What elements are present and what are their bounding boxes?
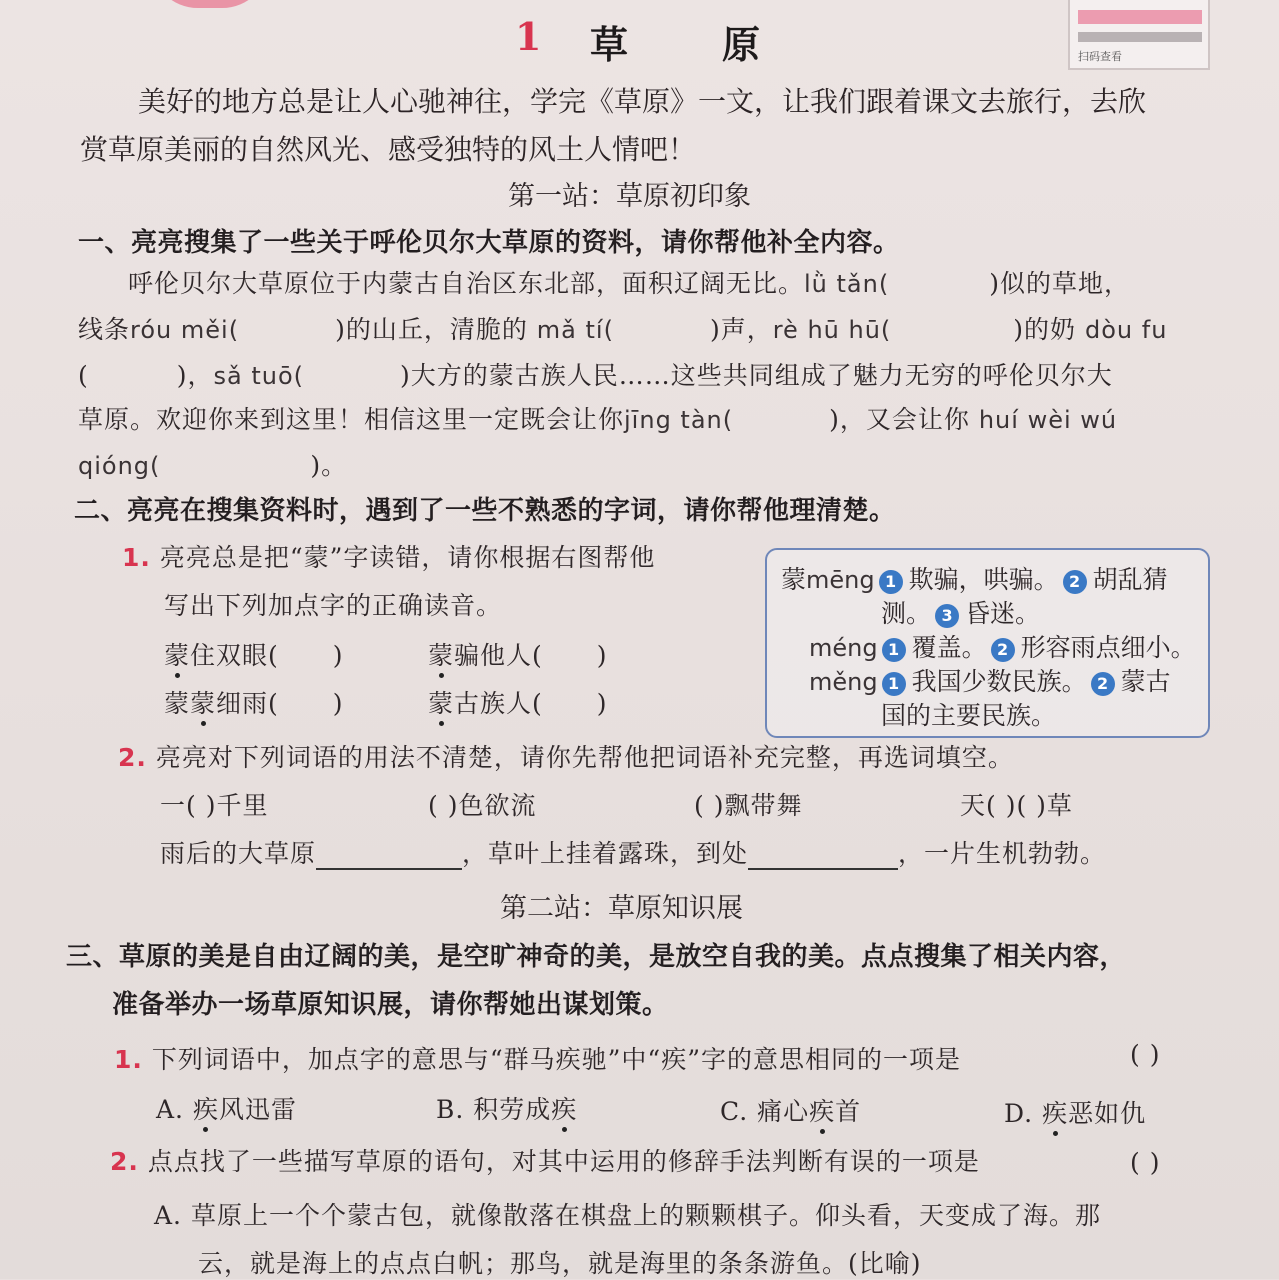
dict-entry-meng3-cont: 国的主要民族。 [881, 701, 1057, 730]
dict-entry-meng3: měng 1 我国少数民族。 2 蒙古 [809, 667, 1171, 696]
station-2-heading: 第二站：草原知识展 [500, 893, 743, 924]
question-1-heading: 一、亮亮搜集了一些关于呼伦贝尔大草原的资料，请你帮他补全内容。 [78, 228, 900, 258]
q1-line-4: 草原。欢迎你来到这里！相信这里一定既会让你jīng tàn( )，又会让你 huí wèi wú [78, 405, 1118, 434]
idiom-1: 一( )千里 [160, 791, 269, 820]
q2-sub1-line-1: 1. 亮亮总是把“蒙”字读错，请你根据右图帮他 [122, 543, 656, 572]
question-2-heading: 二、亮亮在搜集资料时，遇到了一些不熟悉的字词，请你帮他理清楚。 [74, 496, 896, 526]
dict-entry-meng2: méng 1 覆盖。 2 形容雨点细小。 [809, 633, 1196, 662]
station-1-heading: 第一站：草原初印象 [508, 181, 751, 212]
option-1c[interactable]: C. 痛心疾首 [720, 1097, 862, 1126]
dict-entry-meng1: 蒙mēng 1 欺骗，哄骗。 2 胡乱猜 [781, 565, 1168, 594]
q3-sub2-answer[interactable]: ( ) [1130, 1148, 1161, 1177]
qr-label: 扫码查看 [1078, 50, 1122, 63]
reading-item-4: 蒙古族人( ) [428, 689, 608, 718]
option-2a-line-1[interactable]: A. 草原上一个个蒙古包，就像散落在棋盘上的颗颗棋子。仰头看，天变成了海。那 [154, 1201, 1101, 1230]
question-3-heading-1: 三、草原的美是自由辽阔的美，是空旷神奇的美，是放空自我的美。点点搜集了相关内容， [66, 942, 1127, 972]
decorative-pink-tab [150, 0, 270, 8]
q2-sub1-line-2: 写出下列加点字的正确读音。 [164, 591, 503, 620]
blank-1[interactable] [316, 838, 462, 870]
intro-line-1: 美好的地方总是让人心驰神往，学完《草原》一文，让我们跟着课文去旅行，去欣 [138, 85, 1147, 118]
reading-item-1: 蒙住双眼( ) [164, 641, 344, 670]
q2-sub2-line: 2. 亮亮对下列词语的用法不清楚，请你先帮他把词语补充完整，再选词填空。 [118, 743, 1014, 772]
reading-item-3: 蒙蒙细雨( ) [164, 689, 344, 718]
q3-sub1-answer[interactable]: ( ) [1130, 1040, 1161, 1069]
idiom-2: ( )色欲流 [428, 791, 537, 820]
idiom-3: ( )飘带舞 [694, 791, 803, 820]
q3-sub1: 1. 下列词语中，加点字的意思与“群马疾驰”中“疾”字的意思相同的一项是 [114, 1045, 961, 1074]
option-1a[interactable]: A. 疾风迅雷 [156, 1095, 297, 1124]
q1-line-2: 线条róu měi( )的山丘，清脆的 mǎ tí( )声，rè hū hū( )的奶 dòu fu [78, 315, 1168, 344]
lesson-number: 1 [515, 14, 542, 59]
intro-line-2: 赏草原美丽的自然风光、感受独特的风土人情吧！ [80, 133, 697, 166]
fill-blank-sentence: 雨后的大草原 ，草叶上挂着露珠，到处 ，一片生机勃勃。 [160, 839, 1107, 868]
reading-item-2: 蒙骗他人( ) [428, 641, 608, 670]
lesson-title-char2: 原 [722, 22, 761, 67]
q1-line-1: 呼伦贝尔大草原位于内蒙古自治区东北部，面积辽阔无比。lǜ tǎn( )似的草地， [128, 269, 1130, 298]
option-2a-line-2: 云，就是海上的点点白帆；那鸟，就是海里的条条游鱼。(比喻) [198, 1249, 922, 1278]
q1-line-5: qióng( )。 [78, 451, 348, 480]
dict-entry-meng1-cont: 测。 3 昏迷。 [881, 599, 1041, 628]
option-1b[interactable]: B. 积劳成疾 [436, 1095, 578, 1124]
qr-code-sticker[interactable] [1068, 0, 1210, 70]
idiom-4: 天( )( )草 [960, 791, 1073, 820]
lesson-title-char1: 草 [590, 22, 629, 67]
dictionary-box [765, 548, 1210, 738]
blank-2[interactable] [748, 838, 898, 870]
question-3-heading-2: 准备举办一场草原知识展，请你帮她出谋划策。 [112, 990, 669, 1020]
option-1d[interactable]: D. 疾恶如仇 [1004, 1099, 1147, 1128]
q1-line-3: ( )，sǎ tuō( )大方的蒙古族人民……这些共同组成了魅力无穷的呼伦贝尔大 [78, 361, 1113, 390]
q3-sub2: 2. 点点找了一些描写草原的语句，对其中运用的修辞手法判断有误的一项是 [110, 1147, 980, 1176]
